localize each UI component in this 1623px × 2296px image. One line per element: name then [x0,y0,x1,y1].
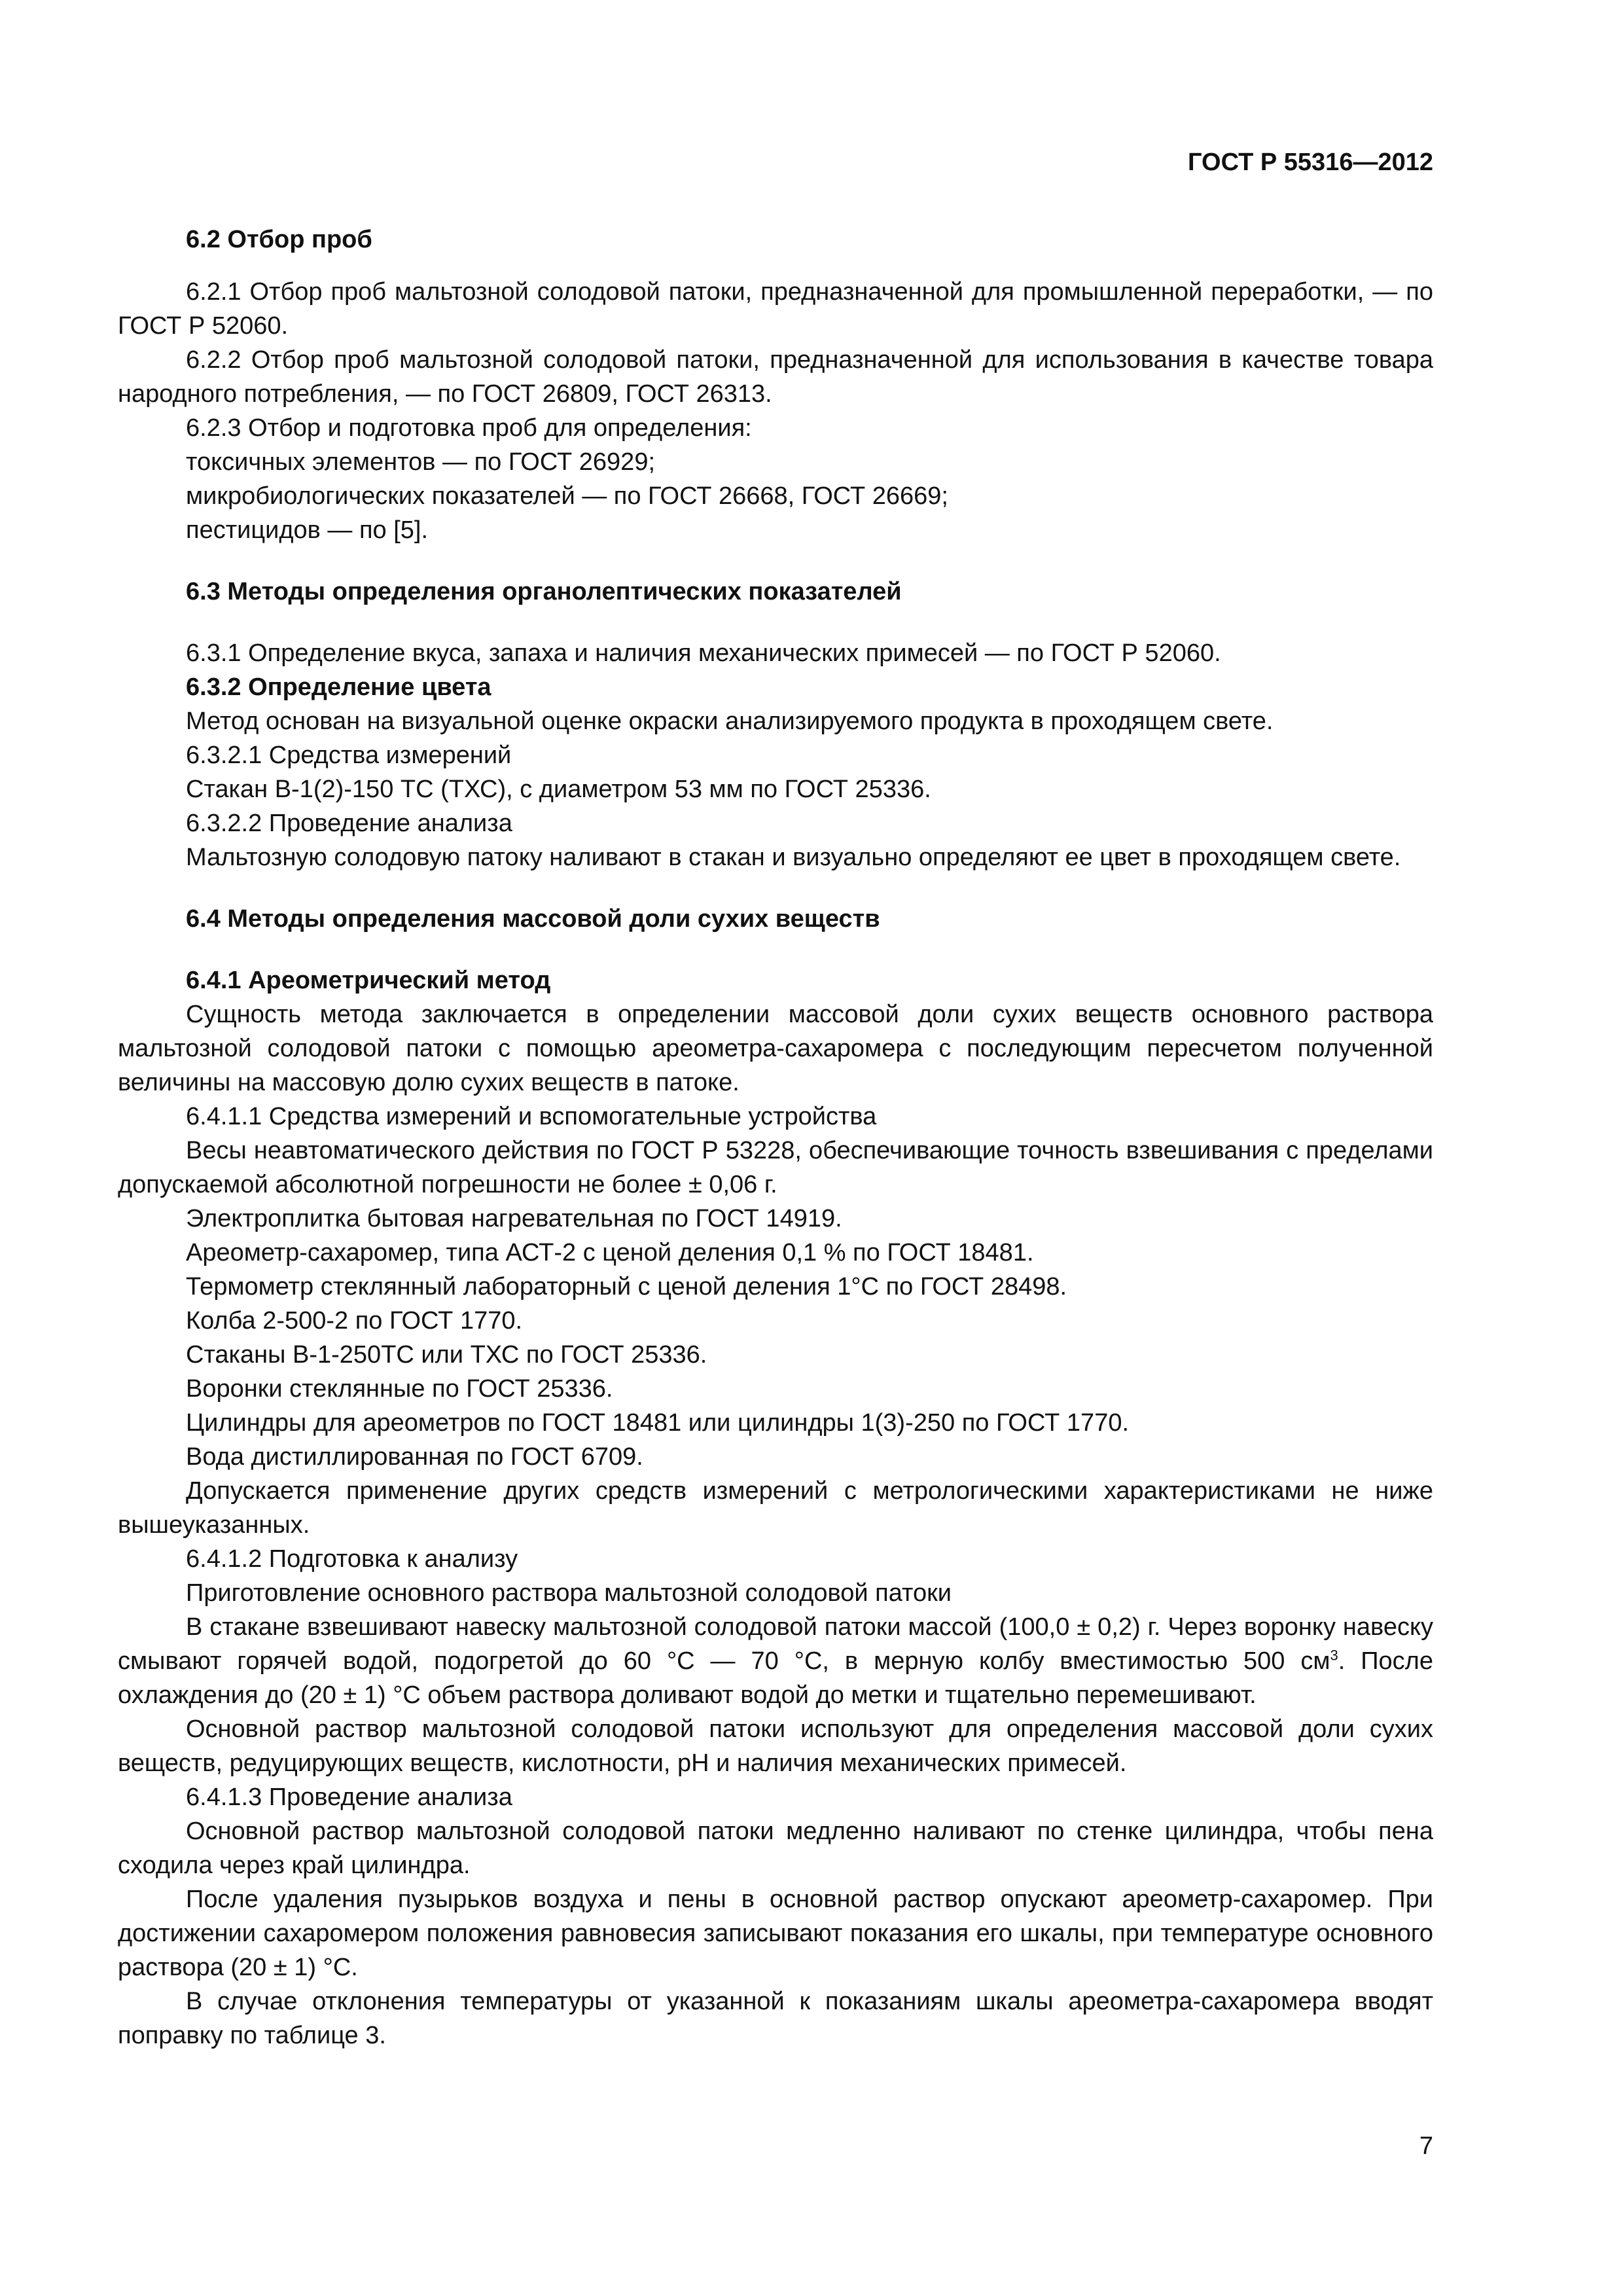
list-item: микробиологических показателей — по ГОСТ 26668, ГОСТ 26669; [186,482,948,510]
document-header: ГОСТ Р 55316—2012 [1188,149,1433,176]
section-title-6-4: 6.4 Методы определения массовой доли сухих веществ [186,905,880,933]
section-title-6-2: 6.2 Отбор проб [186,226,372,253]
list-item: Ареометр-сахаромер, типа АСТ-2 с ценой деления 0,1 % по ГОСТ 18481. [186,1239,1034,1266]
paragraph: В случае отклонения температуры от указанной к показаниям шкалы ареометра-сахаромера вводят поправку по таблице 3. [118,1988,1433,2049]
list-item: пестицидов — по [5]. [186,516,429,544]
paragraph: 6.4.1.3 Проведение анализа [186,1784,512,1811]
paragraph-text: . После охлаждения до (20 ± 1) °С объем раствора доливают водой до метки и тщательно перемешивают. [118,1647,1433,1709]
page-number: 7 [1419,2132,1433,2160]
paragraph: Приготовление основного раствора мальтозной солодовой патоки [186,1579,952,1607]
list-item: Воронки стеклянные по ГОСТ 25336. [186,1375,613,1403]
paragraph: 6.2.3 Отбор и подготовка проб для определения: [186,414,752,442]
subsection-title-6-3-2: 6.3.2 Определение цвета [186,673,491,701]
document-page [118,0,1433,2296]
section-title-6-3: 6.3 Методы определения органолептических показателей [186,578,902,605]
paragraph: Весы неавтоматического действия по ГОСТ Р 53228, обеспечивающие точность взвешивания с пределами допускаемой абсолютной погрешности не более ± 0,06 г. [118,1137,1433,1198]
paragraph: 6.2.1 Отбор проб мальтозной солодовой патоки, предназначенной для промышленной переработки, — по ГОСТ Р 52060. [118,278,1433,340]
list-item: Вода дистиллированная по ГОСТ 6709. [186,1443,643,1471]
list-item: Термометр стеклянный лабораторный с ценой деления 1°С по ГОСТ 28498. [186,1273,1067,1300]
list-item: Стаканы В-1-250ТС или ТХС по ГОСТ 25336. [186,1341,707,1369]
paragraph-text: В стакане взвешивают навеску мальтозной солодовой патоки массой (100,0 ± 0,2) г. Через воронку навеску смывают горячей водой, подогретой до 60 °С — 70 °С, в мерную колбу вместимостью 500 см [118,1613,1433,1675]
paragraph: Сущность метода заключается в определении массовой доли сухих веществ основного раствора мальтозной солодовой патоки с помощью ареометра-сахаромера с последующим пересчетом полученной величины на массовую долю сухих веществ в патоке. [118,1001,1433,1096]
paragraph: Основной раствор мальтозной солодовой патоки используют для определения массовой доли сухих веществ, редуцирующих веществ, кислотности, pH и наличия механических примесей. [118,1715,1433,1777]
list-item: Электроплитка бытовая нагревательная по ГОСТ 14919. [186,1205,842,1232]
paragraph: Метод основан на визуальной оценке окраски анализируемого продукта в проходящем свете. [186,708,1274,735]
paragraph: 6.3.2.1 Средства измерений [186,742,512,769]
paragraph: Стакан В-1(2)-150 ТС (ТХС), с диаметром 53 мм по ГОСТ 25336. [186,776,931,803]
paragraph: 6.2.2 Отбор проб мальтозной солодовой патоки, предназначенной для использования в качестве товара народного потребления, — по ГОСТ 26809, ГОСТ 26313. [118,346,1433,408]
paragraph: Мальтозную солодовую патоку наливают в стакан и визуально определяют ее цвет в проходящем свете. [186,844,1401,871]
paragraph: 6.3.2.2 Проведение анализа [186,810,512,837]
superscript: 3 [1330,1647,1338,1664]
paragraph: После удаления пузырьков воздуха и пены в основной раствор опускают ареометр-сахаромер. При достижении сахаромером положения равновесия записывают показания его шкалы, при температуре основного раствора (20 ± 1) °С. [118,1886,1433,1981]
paragraph: 6.4.1.2 Подготовка к анализу [186,1545,518,1573]
subsection-title-6-4-1: 6.4.1 Ареометрический метод [186,967,551,994]
paragraph: Основной раствор мальтозной солодовой патоки медленно наливают по стенке цилиндра, чтобы пена сходила через край цилиндра. [118,1818,1433,1879]
list-item: токсичных элементов — по ГОСТ 26929; [186,448,656,476]
list-item: Цилиндры для ареометров по ГОСТ 18481 или цилиндры 1(3)-250 по ГОСТ 1770. [186,1409,1130,1437]
paragraph: Допускается применение других средств измерений с метрологическими характеристиками не ниже вышеуказанных. [118,1477,1433,1539]
paragraph: 6.3.1 Определение вкуса, запаха и наличия механических примесей — по ГОСТ Р 52060. [186,639,1221,667]
paragraph [118,1610,1433,1712]
list-item: Колба 2-500-2 по ГОСТ 1770. [186,1307,523,1335]
document-body [118,223,1433,2053]
paragraph: 6.4.1.1 Средства измерений и вспомогательные устройства [186,1103,877,1130]
